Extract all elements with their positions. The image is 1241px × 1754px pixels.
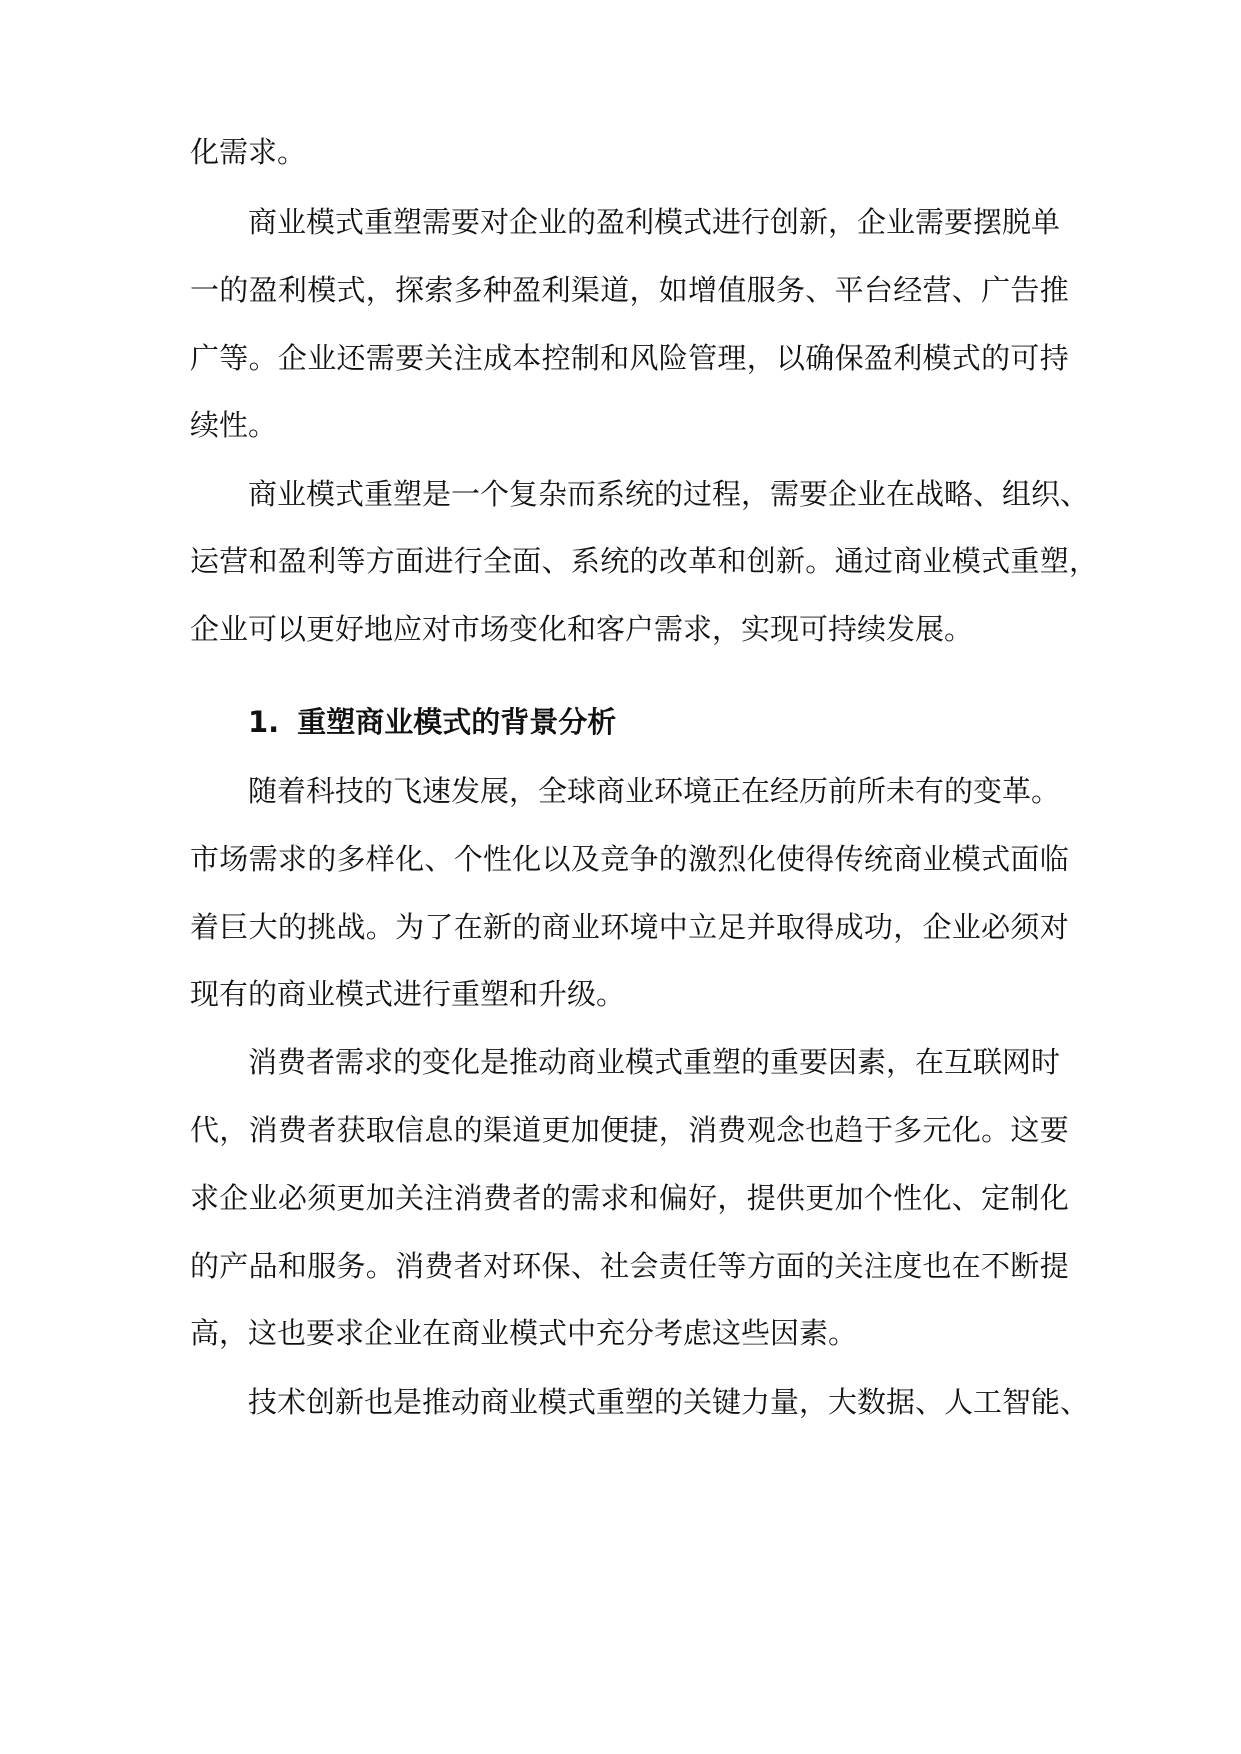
paragraph-line: 商业模式重塑是一个复杂而系统的过程，需要企业在战略、组织、 [248,477,1090,511]
paragraph-line: 现有的商业模式进行重塑和升级。 [190,977,626,1011]
paragraph-line: 代，消费者获取信息的渠道更加便捷，消费观念也趋于多元化。这要 [190,1113,1070,1147]
paragraph-line: 随着科技的飞速发展，全球商业环境正在经历前所未有的变革。 [248,774,1061,808]
paragraph-line: 续性。 [190,408,278,442]
paragraph-line: 的产品和服务。消费者对环保、社会责任等方面的关注度也在不断提 [190,1249,1070,1283]
section-heading-number: 1. [248,705,280,739]
paragraph-line: 企业可以更好地应对市场变化和客户需求，实现可持续发展。 [190,612,974,646]
section-heading-title: 重塑商业模式的背景分析 [297,705,617,739]
paragraph-line: 广等。企业还需要关注成本控制和风险管理，以确保盈利模式的可持 [190,341,1070,375]
paragraph-line: 运营和盈利等方面进行全面、系统的改革和创新。通过商业模式重塑， [190,544,1099,578]
paragraph-line: 商业模式重塑需要对企业的盈利模式进行创新，企业需要摆脱单 [248,205,1061,239]
paragraph-line: 技术创新也是推动商业模式重塑的关键力量，大数据、人工智能、 [248,1385,1090,1419]
paragraph-line: 高，这也要求企业在商业模式中充分考虑这些因素。 [190,1316,858,1350]
paragraph-line: 一的盈利模式，探索多种盈利渠道，如增值服务、平台经营、广告推 [190,273,1070,307]
section-heading [248,702,616,742]
paragraph-line: 求企业必须更加关注消费者的需求和偏好，提供更加个性化、定制化 [190,1181,1070,1215]
paragraph-line: 着巨大的挑战。为了在新的商业环境中立足并取得成功，企业必须对 [190,910,1070,944]
paragraph-continuation-line: 化需求。 [190,135,307,169]
paragraph-line: 市场需求的多样化、个性化以及竞争的激烈化使得传统商业模式面临 [190,842,1070,876]
paragraph-line: 消费者需求的变化是推动商业模式重塑的重要因素，在互联网时 [248,1045,1061,1079]
